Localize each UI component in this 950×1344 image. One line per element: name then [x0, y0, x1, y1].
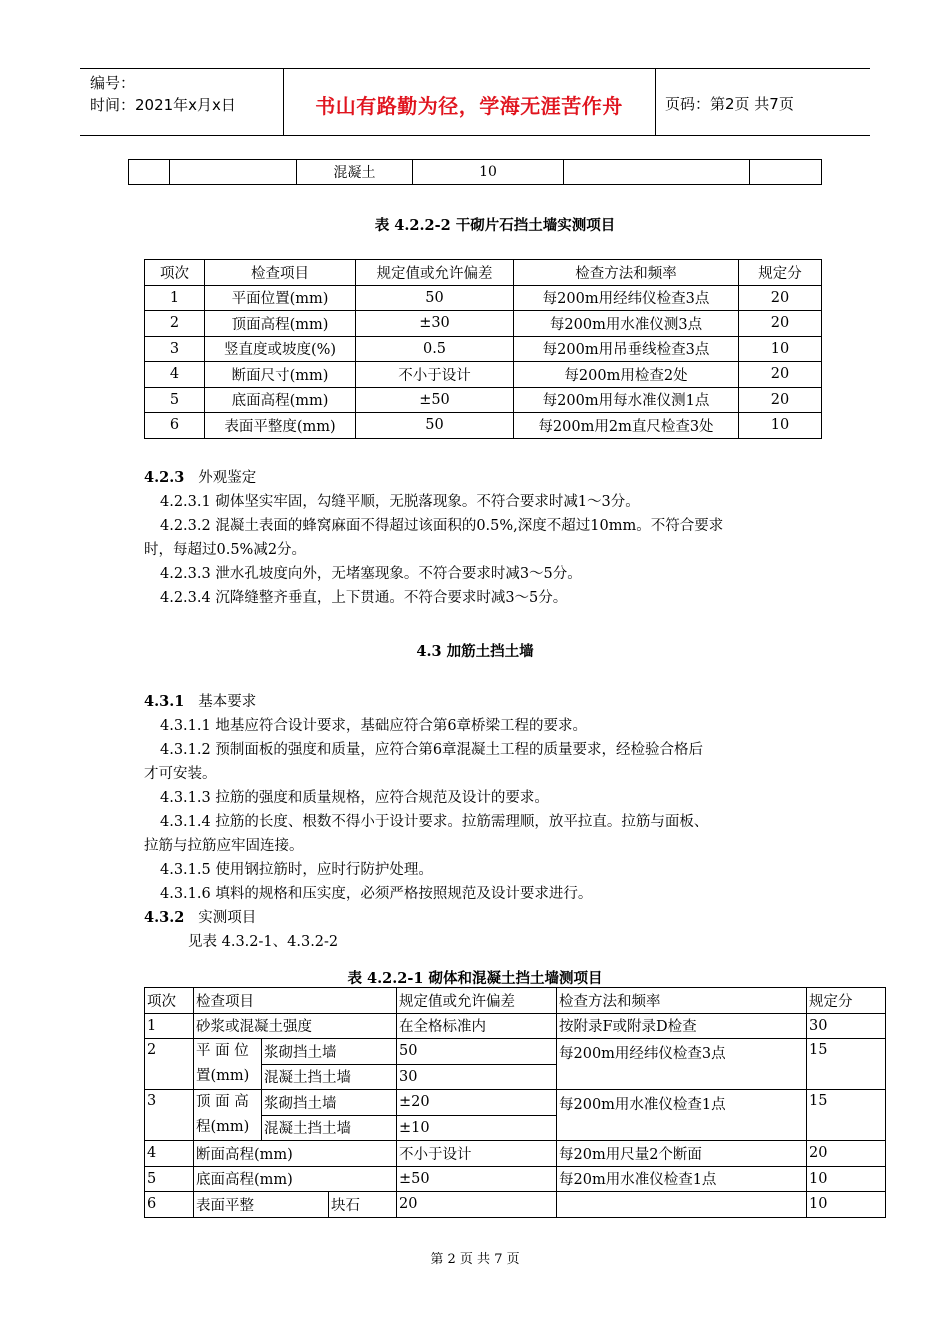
- section-number: 4.3.1: [144, 693, 185, 710]
- table-cell: 1: [145, 285, 205, 311]
- table-row: [129, 160, 822, 185]
- section-4-2-3: [144, 466, 844, 610]
- table-cell: ±50: [356, 387, 514, 413]
- table-cell: [557, 1192, 807, 1218]
- table-cell: 10: [739, 413, 822, 439]
- table-reference: 见表 4.3.2-1、4.3.2-2: [188, 934, 339, 950]
- section-heading-text: 外观鉴定: [198, 470, 257, 486]
- table-row: [145, 336, 822, 362]
- page-footer: 第 2 页 共 7 页: [430, 1252, 520, 1267]
- continued-table: [128, 159, 822, 185]
- clause-text: 4.3.1.2 预制面板的强度和质量，应符合第6章混凝土工程的质量要求，经检验合格后: [160, 742, 704, 758]
- table-cell: 平面位置(mm): [205, 285, 356, 311]
- table-row: [145, 1013, 886, 1039]
- table-cell: 不小于设计: [356, 362, 514, 388]
- dry-stone-wall-table: [144, 259, 822, 439]
- table-cell: 1: [145, 1013, 194, 1039]
- column-header: 规定值或允许偏差: [397, 988, 557, 1014]
- header-rule-top: [80, 68, 870, 69]
- table-cell: 每200m用水准仪测3点: [514, 311, 739, 337]
- table-cell: 砂浆或混凝土强度: [194, 1013, 397, 1039]
- table-header-row: [145, 988, 886, 1014]
- table-cell: [750, 160, 822, 185]
- clause-text: 4.2.3.4 沉降缝整齐垂直，上下贯通。不符合要求时减3～5分。: [160, 590, 568, 606]
- clause-text: 时，每超过0.5%减2分。: [144, 542, 307, 558]
- table-cell: 每200m用水准仪检查1点: [557, 1090, 807, 1141]
- table-row: [145, 285, 822, 311]
- table-cell: ±50: [397, 1166, 557, 1192]
- table-cell: 底面高程(mm): [194, 1166, 397, 1192]
- clause-text: 4.3.1.3 拉筋的强度和质量规格，应符合规范及设计的要求。: [160, 790, 549, 806]
- table-cell: [194, 1090, 262, 1141]
- column-header: 检查项目: [194, 988, 397, 1014]
- clause-text: 4.3.1.5 使用钢拉筋时，应时行防护处理。: [160, 862, 433, 878]
- number-label: 编号：: [90, 74, 136, 92]
- table-cell: 4: [145, 1141, 194, 1167]
- table-cell: 20: [739, 387, 822, 413]
- table-cell: 5: [145, 387, 205, 413]
- table-cell: 15: [807, 1039, 886, 1090]
- clause-text: 4.3.1.6 填料的规格和压实度，必须严格按照规范及设计要求进行。: [160, 886, 593, 902]
- cell-line: 程(mm): [196, 1119, 250, 1135]
- column-header: 规定分: [739, 260, 822, 286]
- table-cell: 30: [397, 1064, 557, 1090]
- table-cell: 5: [145, 1166, 194, 1192]
- page-number-label: 页码：第2页 共7页: [665, 95, 794, 113]
- table-cell: 20: [807, 1141, 886, 1167]
- column-header: 项次: [145, 260, 205, 286]
- section-heading: [144, 690, 844, 714]
- table-cell: 0.5: [356, 336, 514, 362]
- table-row: [145, 1090, 886, 1116]
- table-row: [145, 311, 822, 337]
- table-cell: 浆砌挡土墙: [262, 1090, 397, 1116]
- table-cell: 顶面高程(mm): [205, 311, 356, 337]
- table-cell: 15: [807, 1090, 886, 1141]
- table-cell: 表面平整度(mm): [205, 413, 356, 439]
- table-cell: 不小于设计: [397, 1141, 557, 1167]
- table-cell: ±30: [356, 311, 514, 337]
- table-cell: 混凝土挡土墙: [262, 1115, 397, 1141]
- column-header: 检查方法和频率: [514, 260, 739, 286]
- table-cell: 2: [145, 1039, 194, 1090]
- table-cell: 每200m用每水准仪测1点: [514, 387, 739, 413]
- clause-text: 4.2.3.2 混凝土表面的蜂窝麻面不得超过该面积的0.5%,深度不超过10mm。不符合要求: [160, 518, 724, 534]
- column-header: 检查项目: [205, 260, 356, 286]
- column-header: 检查方法和频率: [557, 988, 807, 1014]
- table-row: [145, 413, 822, 439]
- table-row: [145, 1166, 886, 1192]
- header-rule-bottom: [80, 135, 870, 136]
- section-title: 4.3 加筋土挡土墙: [416, 643, 534, 660]
- clause-text: 4.3.1.1 地基应符合设计要求，基础应符合第6章桥梁工程的要求。: [160, 718, 588, 734]
- table-cell: ±20: [397, 1090, 557, 1116]
- table-title: 表 4.2.2-2 干砌片石挡土墙实测项目: [374, 217, 616, 234]
- table-title: 表 4.2.2-1 砌体和混凝土挡土墙测项目: [347, 970, 603, 987]
- clause-text: 拉筋与拉筋应牢固连接。: [144, 838, 304, 854]
- table-cell: 50: [356, 285, 514, 311]
- table-cell: 50: [397, 1039, 557, 1065]
- table-cell: 3: [145, 1090, 194, 1141]
- table-cell: [170, 160, 297, 185]
- cell-line: 顶 面 高: [196, 1094, 249, 1110]
- table-cell: 混凝土: [297, 160, 413, 185]
- table-cell: 50: [356, 413, 514, 439]
- table-cell: [129, 160, 170, 185]
- section-heading: [144, 466, 844, 490]
- table-cell: 浆砌挡土墙: [262, 1039, 397, 1065]
- table-cell: 每200m用吊垂线检查3点: [514, 336, 739, 362]
- section-number: 4.3.2: [144, 909, 185, 926]
- section-heading-text: 基本要求: [198, 694, 257, 710]
- column-header: 规定分: [807, 988, 886, 1014]
- table-cell: 4: [145, 362, 205, 388]
- table-cell: 混凝土挡土墙: [262, 1064, 397, 1090]
- cell-line: 置(mm): [196, 1068, 250, 1084]
- table-header-row: [145, 260, 822, 286]
- cell-line: 平 面 位: [196, 1043, 249, 1059]
- table-cell: 断面尺寸(mm): [205, 362, 356, 388]
- table-cell: 20: [739, 285, 822, 311]
- table-cell: 断面高程(mm): [194, 1141, 397, 1167]
- table-cell: [194, 1039, 262, 1090]
- table-cell: 底面高程(mm): [205, 387, 356, 413]
- clause-text: 4.2.3.1 砌体坚实牢固，勾缝平顺，无脱落现象。不符合要求时减1～3分。: [160, 494, 640, 510]
- section-heading-text: 实测项目: [198, 910, 257, 926]
- clause-text: 4.3.1.4 拉筋的长度、根数不得小于设计要求。拉筋需理顺，放平拉直。拉筋与面板、: [160, 814, 709, 830]
- table-cell: 每200m用经纬仪检查3点: [514, 285, 739, 311]
- column-header: 规定值或允许偏差: [356, 260, 514, 286]
- table-cell: 在全格标准内: [397, 1013, 557, 1039]
- table-cell: 20: [397, 1192, 557, 1218]
- header-divider: [655, 68, 656, 135]
- header-motto: 书山有路勤为径，学海无涯苦作舟: [315, 94, 623, 118]
- table-cell: 6: [145, 413, 205, 439]
- table-cell: 每200m用检查2处: [514, 362, 739, 388]
- masonry-wall-table: [144, 987, 886, 1218]
- table-cell: 10: [739, 336, 822, 362]
- column-header: 项次: [145, 988, 194, 1014]
- table-cell: ±10: [397, 1115, 557, 1141]
- table-row: [145, 1039, 886, 1065]
- table-cell: 10: [807, 1192, 886, 1218]
- table-cell: 每200m用经纬仪检查3点: [557, 1039, 807, 1090]
- table-cell: 每20m用水准仪检查1点: [557, 1166, 807, 1192]
- header-info: [90, 72, 236, 116]
- table-row: [145, 387, 822, 413]
- table-cell: 块石: [329, 1192, 397, 1218]
- table-cell: 3: [145, 336, 205, 362]
- table-row: [145, 1141, 886, 1167]
- table-row: [145, 1192, 886, 1218]
- table-cell: 竖直度或坡度(%): [205, 336, 356, 362]
- table-cell: [564, 160, 750, 185]
- clause-text: 4.2.3.3 泄水孔坡度向外，无堵塞现象。不符合要求时减3～5分。: [160, 566, 582, 582]
- clause-text: 才可安装。: [144, 766, 217, 782]
- table-cell: 6: [145, 1192, 194, 1218]
- table-cell: 2: [145, 311, 205, 337]
- section-4-3-1: [144, 690, 844, 954]
- table-cell: 每20m用尺量2个断面: [557, 1141, 807, 1167]
- section-heading: [144, 906, 844, 930]
- section-number: 4.2.3: [144, 469, 185, 486]
- table-cell: 30: [807, 1013, 886, 1039]
- table-cell: 表面平整: [194, 1192, 329, 1218]
- table-cell: 20: [739, 362, 822, 388]
- table-cell: 按附录F或附录D检查: [557, 1013, 807, 1039]
- table-cell: 10: [807, 1166, 886, 1192]
- table-cell: 10: [413, 160, 564, 185]
- table-cell: 20: [739, 311, 822, 337]
- time-label: 时间：2021年x月x日: [90, 96, 236, 114]
- table-cell: 每200m用2m直尺检查3处: [514, 413, 739, 439]
- table-row: [145, 362, 822, 388]
